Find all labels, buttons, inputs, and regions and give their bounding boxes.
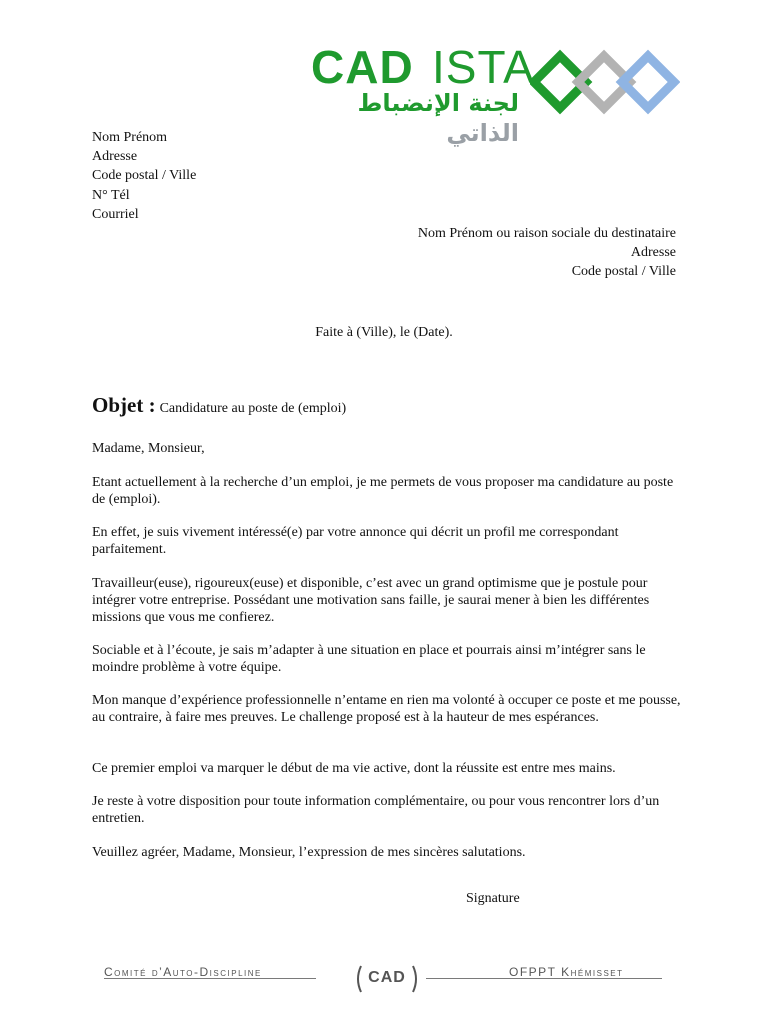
logo-arabic-green: لجنة الإنضباط (357, 89, 519, 117)
salutation: Madame, Monsieur, (92, 441, 205, 456)
paragraph-8: Veuillez agréer, Madame, Monsieur, l’expression de mes sincères salutations. (92, 845, 526, 860)
footer-cad-badge (353, 964, 421, 994)
subject-line (92, 393, 346, 418)
paragraph-1: Etant actuellement à la recherche d’un emploi, je me permets de vous proposer ma candidature au poste de (emploi). (92, 475, 674, 507)
interlocked-diamonds-icon (530, 48, 680, 118)
recipient-address: Adresse (630, 245, 676, 261)
recipient-name: Nom Prénom ou raison sociale du destinataire (417, 226, 676, 241)
sender-name: Nom Prénom (92, 130, 168, 145)
recipient-block (418, 224, 676, 282)
paragraph-4: Sociable et à l’écoute, je sais m’adapter à une situation en place et pourrais ainsi m’intégrer sans le moindre problème à votre équipe. (92, 643, 646, 675)
paragraph-2: En effet, je suis vivement intéressé(e) par votre annonce qui décrit un profil me correspondant parfaitement. (92, 525, 619, 557)
sender-phone: N° Tél (92, 187, 130, 203)
logo-arabic-text (309, 88, 519, 148)
logo-ista-text: ISTA (432, 41, 535, 93)
logo-arabic-grey: الذاتي (446, 119, 519, 147)
cad-ista-logo (305, 41, 685, 147)
paragraph-5: Mon manque d’expérience professionnelle n’entame en rien ma volonté à occuper ce poste et me pousse, au contraire, à faire mes preuves. Le challenge proposé est à la hauteur de mes espérances. (92, 693, 681, 725)
signature-label: Signature (466, 891, 520, 906)
footer-badge-text: CAD (368, 969, 406, 986)
paragraph-3: Travailleur(euse), rigoureux(euse) et disponible, c’est avec un grand optimisme que je postule pour intégrer votre entreprise. Possédant une motivation sans faille, je saurai mener à bien les différentes missions que vous me confierez. (92, 576, 650, 625)
sender-postal: Code postal / Ville (92, 168, 197, 184)
sender-email: Courriel (92, 206, 139, 222)
footer-right-text: OFPPT Khémisset (509, 965, 624, 979)
logo-cad-text: CAD (311, 41, 414, 93)
paragraph-7: Je reste à votre disposition pour toute information complémentaire, ou pour vous rencontrer lors d’un entretien. (92, 794, 660, 826)
subject-label: Objet : (92, 393, 156, 417)
sender-block (92, 128, 196, 224)
paragraph-6: Ce premier emploi va marquer le début de ma vie active, dont la réussite est entre mes mains. (92, 761, 616, 776)
footer-left-text: Comité d’Auto-Discipline (104, 965, 262, 979)
recipient-postal: Code postal / Ville (571, 264, 676, 280)
date-line: Faite à (Ville), le (Date). (315, 325, 453, 340)
sender-address: Adresse (92, 149, 138, 165)
subject-text: Candidature au poste de (emploi) (159, 401, 347, 416)
